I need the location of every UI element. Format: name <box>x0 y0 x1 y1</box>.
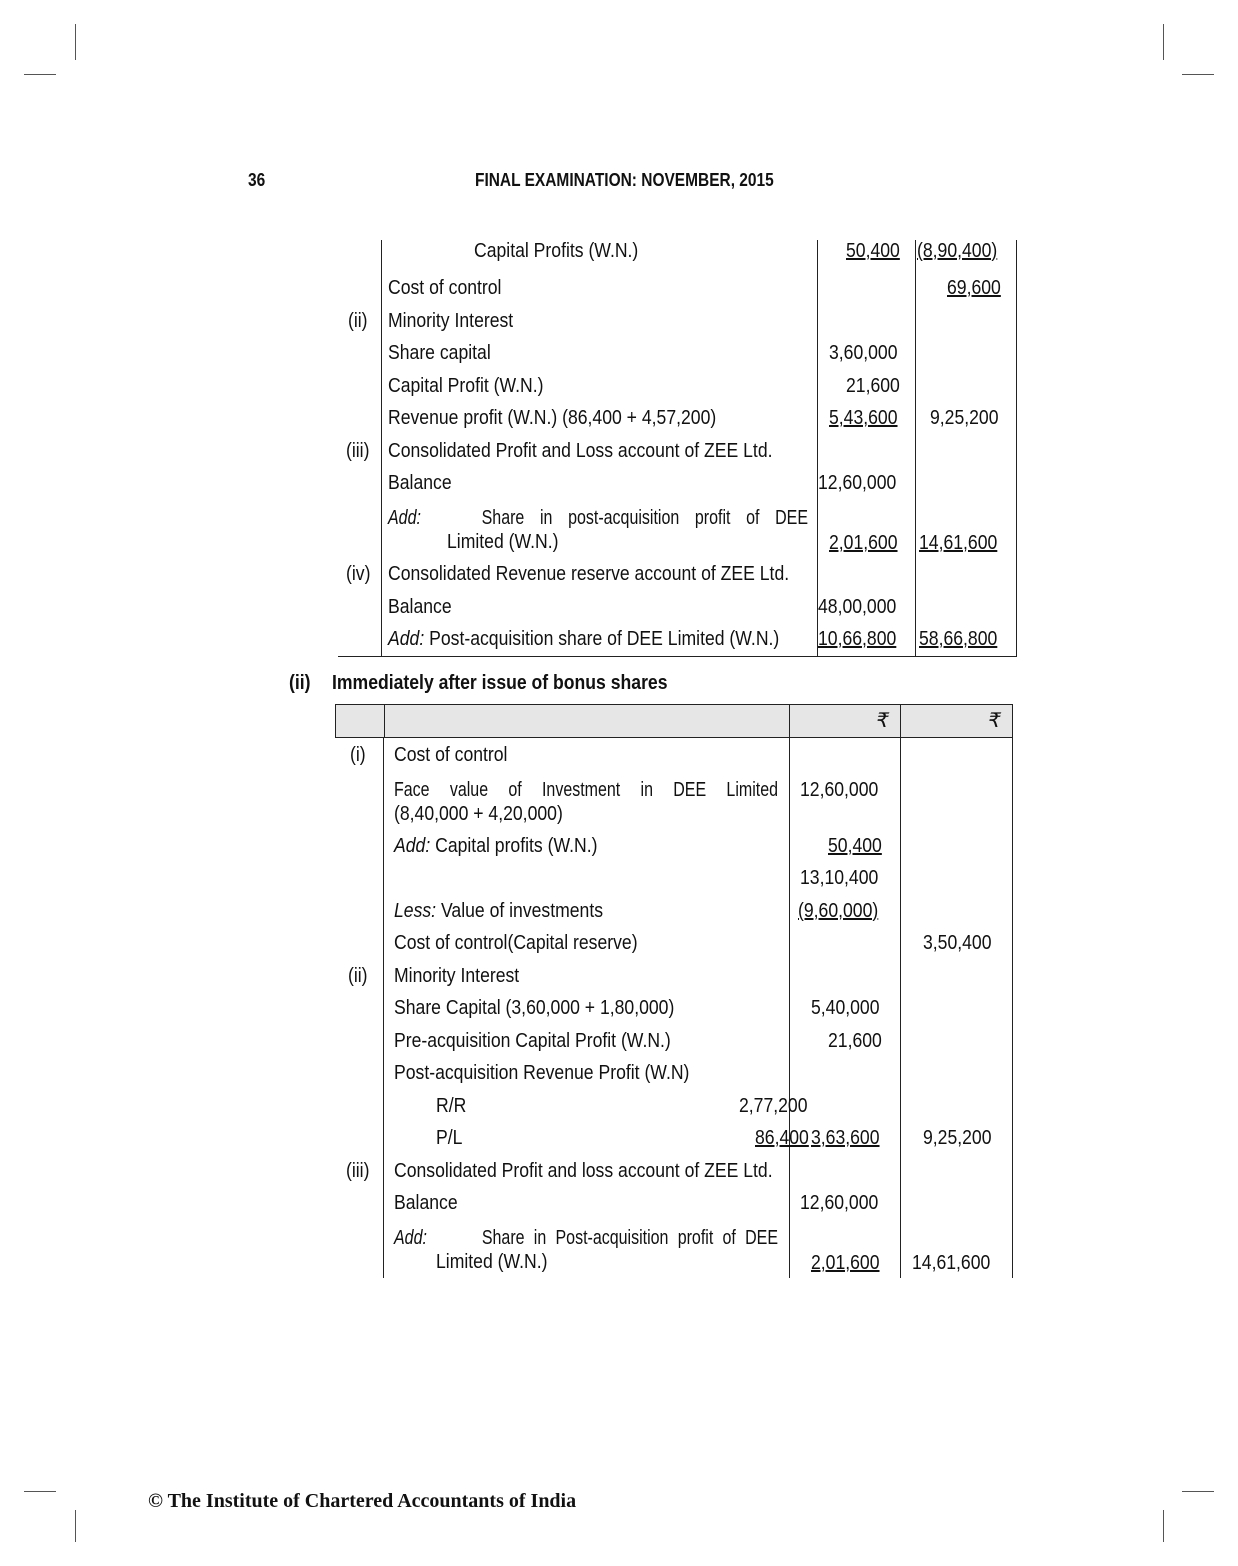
table-row: Add: Post-acquisition share of DEE Limited (W.N.) 10,66,800 58,66,800 <box>338 623 1017 657</box>
crop-mark <box>1163 1510 1164 1542</box>
rupee-icon: ₹ <box>790 705 901 737</box>
table-row: Share Capital (3,60,000 + 1,80,000) 5,40,000 <box>335 992 1013 1025</box>
page-number: 36 <box>248 170 266 190</box>
crop-mark <box>75 1510 76 1542</box>
table-row: Add: Share in Post-acquisition profit of DEE Limited (W.N.) 2,01,600 14,61,600 <box>335 1220 1013 1278</box>
crop-mark <box>1163 24 1164 60</box>
table-row: Cost of control 69,600 <box>338 272 1017 305</box>
footer-copyright: © The Institute of Chartered Accountants of India <box>148 1490 577 1512</box>
table-row: Balance 12,60,000 <box>335 1187 1013 1220</box>
consolidation-table-continued <box>338 240 1017 657</box>
table-row: Share capital 3,60,000 <box>338 337 1017 370</box>
table-row: Post-acquisition Revenue Profit (W.N) <box>335 1057 1013 1090</box>
table-row: Less: Value of investments (9,60,000) <box>335 895 1013 927</box>
table-row: Add: Capital profits (W.N.) 50,400 <box>335 830 1013 862</box>
table-row: Cost of control(Capital reserve) 3,50,400 <box>335 927 1013 960</box>
page-header-title: FINAL EXAMINATION: NOVEMBER, 2015 <box>475 170 774 190</box>
table-row: 13,10,400 <box>335 862 1013 895</box>
table-row: (ii) Minority Interest <box>335 960 1013 992</box>
crop-mark <box>1182 74 1214 75</box>
rupee-icon: ₹ <box>901 705 1013 737</box>
crop-mark <box>24 1491 56 1492</box>
table-row: Add: Share in post-acquisition profit of DEE Limited (W.N.) 2,01,600 14,61,600 <box>338 500 1017 558</box>
table-row: P/L 86,400 3,63,600 9,25,200 <box>335 1122 1013 1155</box>
table-row: (i) Cost of control <box>335 738 1013 772</box>
table-row: Balance 12,60,000 <box>338 467 1017 500</box>
table-row: (iv) Consolidated Revenue reserve account of ZEE Ltd. <box>338 558 1017 591</box>
table-row: Revenue profit (W.N.) (86,400 + 4,57,200) 5,43,600 9,25,200 <box>338 402 1017 435</box>
table-header-row <box>335 704 1013 738</box>
crop-mark <box>24 74 56 75</box>
table-row: (ii) Minority Interest <box>338 305 1017 337</box>
section-heading: (ii) Immediately after issue of bonus shares <box>289 672 668 694</box>
table-row: Balance 48,00,000 <box>338 591 1017 623</box>
table-row: (iii) Consolidated Profit and loss account of ZEE Ltd. <box>335 1155 1013 1187</box>
bonus-shares-table <box>335 704 1013 1278</box>
table-row: Capital Profits (W.N.) 50,400 (8,90,400) <box>338 240 1017 272</box>
table-row: Capital Profit (W.N.) 21,600 <box>338 370 1017 402</box>
table-row: Pre-acquisition Capital Profit (W.N.) 21,600 <box>335 1025 1013 1057</box>
table-row: R/R 2,77,200 <box>335 1090 1013 1122</box>
table-row: Face value of Investment in DEE Limited (8,40,000 + 4,20,000) 12,60,000 <box>335 772 1013 830</box>
crop-mark <box>75 24 76 60</box>
table-row: (iii) Consolidated Profit and Loss account of ZEE Ltd. <box>338 435 1017 467</box>
crop-mark <box>1182 1491 1214 1492</box>
